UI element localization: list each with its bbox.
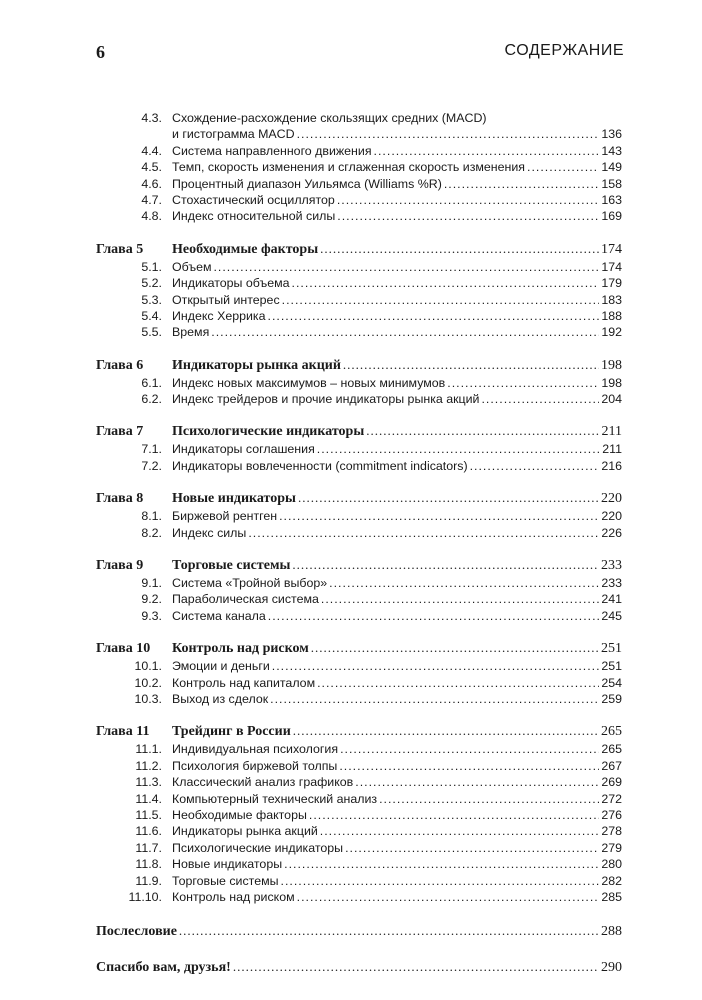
toc-chapter[interactable] xyxy=(96,488,622,508)
chapter-title: Послесловие xyxy=(96,924,177,940)
toc-entry[interactable] xyxy=(96,791,622,807)
entry-page: 149 xyxy=(601,160,622,175)
entry-page: 183 xyxy=(601,292,622,307)
toc-entry[interactable] xyxy=(96,143,622,159)
entry-number: 5.2. xyxy=(141,276,162,291)
dot-leader xyxy=(337,208,599,224)
dot-leader xyxy=(366,421,599,441)
entry-title: Система канала xyxy=(172,608,266,623)
entry-page: 245 xyxy=(601,608,622,623)
entry-title: Индикаторы вовлеченности (commitment indicators) xyxy=(172,458,468,473)
toc-entry[interactable] xyxy=(96,508,622,524)
entry-title: Индекс трейдеров и прочие индикаторы рынка акций xyxy=(172,392,480,407)
dot-leader xyxy=(447,375,599,391)
entry-title: Открытый интерес xyxy=(172,292,280,307)
chapter-page: 251 xyxy=(601,641,622,657)
entry-number: 9.1. xyxy=(141,576,162,591)
entry-title: Индекс силы xyxy=(172,525,247,540)
dot-leader xyxy=(284,856,599,872)
chapter-label: Глава 8 xyxy=(96,491,144,507)
end-section xyxy=(96,921,622,977)
entry-page: 226 xyxy=(601,525,622,540)
entry-page: 254 xyxy=(601,675,622,690)
entry-number: 4.8. xyxy=(141,209,162,224)
chapter-page: 220 xyxy=(601,491,622,507)
entry-title: Компьютерный технический анализ xyxy=(172,791,378,806)
dot-leader xyxy=(270,691,599,707)
entry-number: 11.8. xyxy=(135,857,162,872)
chapter-label: Глава 11 xyxy=(96,724,150,740)
entry-number: 10.1. xyxy=(134,659,162,674)
dot-leader xyxy=(279,508,599,524)
dot-leader xyxy=(343,355,599,375)
dot-leader xyxy=(292,275,600,291)
entry-page: 169 xyxy=(601,209,622,224)
pre-section xyxy=(96,110,622,225)
entry-number: 11.7. xyxy=(135,840,162,855)
entry-page: 179 xyxy=(601,276,622,291)
dot-leader xyxy=(268,308,600,324)
toc-entry[interactable] xyxy=(96,292,622,308)
dot-leader xyxy=(309,807,599,823)
entry-number: 11.6. xyxy=(135,824,162,839)
chapters-list xyxy=(96,239,622,906)
entry-title: Индикаторы соглашения xyxy=(172,442,315,457)
entry-title: Контроль над капиталом xyxy=(172,675,316,690)
toc-entry[interactable] xyxy=(96,591,622,607)
entry-number: 4.7. xyxy=(141,192,162,207)
entry-title: Торговые системы xyxy=(172,873,279,888)
entry-number: 11.4. xyxy=(135,791,162,806)
entry-title: Система направленного движения xyxy=(172,143,372,158)
entry-page: 251 xyxy=(601,659,622,674)
entry-number: 5.1. xyxy=(141,259,162,274)
entry-number: 10.3. xyxy=(134,691,162,706)
chapter-page: 265 xyxy=(601,724,622,740)
entry-page: 198 xyxy=(601,375,622,390)
toc-entry[interactable] xyxy=(96,275,622,291)
toc-chapter[interactable] xyxy=(96,239,622,259)
entry-page: 280 xyxy=(601,857,622,872)
entry-number: 7.1. xyxy=(141,442,162,457)
toc-entry[interactable] xyxy=(96,458,622,474)
entry-page: 267 xyxy=(601,758,622,773)
chapter-title: Контроль над риском xyxy=(172,641,309,657)
page-header xyxy=(96,42,624,72)
entry-page: 279 xyxy=(601,840,622,855)
entry-page: 211 xyxy=(602,442,622,457)
chapter-block xyxy=(96,239,622,341)
chapter-page: 233 xyxy=(601,558,622,574)
entry-title: Параболическая система xyxy=(172,592,319,607)
toc-entry[interactable] xyxy=(96,658,622,674)
toc-entry[interactable] xyxy=(96,691,622,707)
toc-entry[interactable] xyxy=(96,525,622,541)
chapter-page: 211 xyxy=(601,424,622,440)
dot-leader xyxy=(292,555,599,575)
entry-number: 4.3. xyxy=(141,111,162,125)
entry-page: 272 xyxy=(601,791,622,806)
toc-chapter[interactable] xyxy=(96,355,622,375)
toc-entry-continuation[interactable] xyxy=(96,126,622,142)
entry-page: 192 xyxy=(601,325,622,340)
chapter-block xyxy=(96,421,622,474)
toc-entry[interactable] xyxy=(96,840,622,856)
table-of-contents xyxy=(96,110,622,977)
toc-entry[interactable] xyxy=(96,889,622,905)
dot-leader xyxy=(317,441,600,457)
dot-leader xyxy=(374,143,600,159)
entry-title: Индекс относительной силы xyxy=(172,209,336,224)
page-number: 6 xyxy=(96,42,105,62)
entry-title: Стохастический осциллятор xyxy=(172,192,335,207)
entry-title: Контроль над риском xyxy=(172,889,295,904)
chapter-title: Трейдинг в России xyxy=(172,724,291,740)
entry-number: 8.1. xyxy=(141,509,162,524)
entry-number: 6.1. xyxy=(141,375,162,390)
toc-entry[interactable] xyxy=(96,176,622,192)
dot-leader xyxy=(321,591,599,607)
chapter-page: 290 xyxy=(601,960,622,976)
dot-leader xyxy=(527,159,599,175)
dot-leader xyxy=(320,823,600,839)
entry-page: 265 xyxy=(601,742,622,757)
entry-page: 174 xyxy=(601,259,622,274)
dot-leader xyxy=(481,391,599,407)
entry-title: Схождение-расхождение скользящих средних (MACD) xyxy=(172,111,487,125)
entry-page: 233 xyxy=(601,576,622,591)
dot-leader xyxy=(345,840,599,856)
entry-title: Индивидуальная психология xyxy=(172,742,339,757)
chapter-block xyxy=(96,488,622,541)
toc-entry[interactable] xyxy=(96,758,622,774)
toc-chapter[interactable] xyxy=(96,421,622,441)
entry-number: 11.1. xyxy=(135,742,162,757)
entry-number: 11.10. xyxy=(128,889,162,904)
entry-page: 143 xyxy=(601,143,622,158)
dot-leader xyxy=(311,638,599,658)
dot-leader xyxy=(248,525,599,541)
entry-title: Классический анализ графиков xyxy=(172,775,354,790)
toc-entry[interactable] xyxy=(96,807,622,823)
toc-entry[interactable] xyxy=(96,675,622,691)
toc-entry[interactable] xyxy=(96,823,622,839)
dot-leader xyxy=(233,957,599,977)
running-head: СОДЕРЖАНИЕ xyxy=(504,42,624,59)
dot-leader xyxy=(320,239,599,259)
toc-entry[interactable] xyxy=(96,308,622,324)
dot-leader xyxy=(293,721,599,741)
dot-leader xyxy=(444,176,599,192)
toc-entry[interactable] xyxy=(96,774,622,790)
dot-leader xyxy=(298,488,599,508)
entry-title: Психология биржевой толпы xyxy=(172,758,338,773)
dot-leader xyxy=(272,658,600,674)
entry-title-continuation: и гистограмма MACD xyxy=(172,127,295,142)
entry-page: 278 xyxy=(601,824,622,839)
chapter-label: Глава 7 xyxy=(96,424,144,440)
toc-chapter-afterword[interactable] xyxy=(96,921,622,941)
chapter-title: Торговые системы xyxy=(172,558,291,574)
entry-title: Индекс новых максимумов – новых минимумов xyxy=(172,375,446,390)
toc-entry[interactable] xyxy=(96,159,622,175)
toc-chapter-thanks[interactable] xyxy=(96,957,622,977)
toc-entry[interactable] xyxy=(96,856,622,872)
entry-page: 158 xyxy=(601,176,622,191)
chapter-label: Глава 9 xyxy=(96,558,144,574)
entry-title: Эмоции и деньги xyxy=(172,659,270,674)
chapter-label: Глава 10 xyxy=(96,641,151,657)
entry-page: 282 xyxy=(601,873,622,888)
entry-number: 5.5. xyxy=(141,325,162,340)
dot-leader xyxy=(282,292,600,308)
toc-entry[interactable] xyxy=(96,575,622,591)
entry-number: 5.3. xyxy=(141,292,162,307)
entry-title: Процентный диапазон Уильямса (Williams %R) xyxy=(172,176,442,191)
entry-page: 285 xyxy=(601,889,622,904)
dot-leader xyxy=(470,458,600,474)
toc-chapter[interactable] xyxy=(96,638,622,658)
entry-title: Темп, скорость изменения и сглаженная скорость изменения xyxy=(172,160,525,175)
dot-leader xyxy=(337,192,599,208)
toc-entry[interactable] xyxy=(96,324,622,340)
toc-entry[interactable] xyxy=(96,873,622,889)
entry-number: 11.9. xyxy=(135,873,162,888)
entry-title: Индикаторы объема xyxy=(172,276,290,291)
entry-title: Психологические индикаторы xyxy=(172,840,344,855)
entry-page: 204 xyxy=(601,392,622,407)
toc-entry[interactable] xyxy=(96,259,622,275)
entry-title: Выход из сделок xyxy=(172,691,269,706)
dot-leader xyxy=(355,774,599,790)
chapter-title: Индикаторы рынка акций xyxy=(172,357,341,373)
entry-number: 10.2. xyxy=(134,675,162,690)
dot-leader xyxy=(179,921,599,941)
entry-title: Биржевой рентген xyxy=(172,509,278,524)
entry-number: 7.2. xyxy=(141,458,162,473)
entry-number: 9.2. xyxy=(141,592,162,607)
dot-leader xyxy=(268,608,600,624)
dot-leader xyxy=(211,324,599,340)
toc-entry[interactable] xyxy=(96,208,622,224)
toc-entry[interactable] xyxy=(96,441,622,457)
entry-number: 6.2. xyxy=(141,392,162,407)
chapter-block xyxy=(96,555,622,624)
dot-leader xyxy=(340,741,599,757)
chapter-block xyxy=(96,638,622,707)
dot-leader xyxy=(339,758,599,774)
dot-leader xyxy=(213,259,599,275)
entry-number: 4.6. xyxy=(141,176,162,191)
dot-leader xyxy=(317,675,599,691)
entry-page: 220 xyxy=(601,509,622,524)
entry-number: 5.4. xyxy=(141,308,162,323)
chapter-block xyxy=(96,355,622,408)
dot-leader xyxy=(297,126,600,142)
chapter-block xyxy=(96,721,622,905)
toc-entry[interactable] xyxy=(96,608,622,624)
entry-page: 163 xyxy=(601,192,622,207)
chapter-page: 288 xyxy=(601,924,622,940)
dot-leader xyxy=(379,791,599,807)
entry-page: 188 xyxy=(601,308,622,323)
entry-number: 11.3. xyxy=(135,775,162,790)
chapter-title: Спасибо вам, друзья! xyxy=(96,960,231,976)
dot-leader xyxy=(297,889,600,905)
toc-entry[interactable] xyxy=(96,192,622,208)
dot-leader xyxy=(329,575,599,591)
toc-entry[interactable] xyxy=(96,375,622,391)
entry-title: Система «Тройной выбор» xyxy=(172,576,328,591)
entry-title: Новые индикаторы xyxy=(172,857,283,872)
toc-entry[interactable] xyxy=(96,741,622,757)
chapter-page: 174 xyxy=(601,241,622,257)
chapter-title: Психологические индикаторы xyxy=(172,424,365,440)
toc-entry[interactable] xyxy=(96,110,622,126)
entry-number: 9.3. xyxy=(141,608,162,623)
entry-number: 8.2. xyxy=(141,525,162,540)
entry-page: 269 xyxy=(601,775,622,790)
entry-page: 241 xyxy=(601,592,622,607)
chapter-label: Глава 6 xyxy=(96,357,144,373)
entry-page: 259 xyxy=(601,691,622,706)
entry-title: Индикаторы рынка акций xyxy=(172,824,318,839)
entry-page: 216 xyxy=(601,458,622,473)
entry-page: 276 xyxy=(601,807,622,822)
chapter-page: 198 xyxy=(601,357,622,373)
entry-number: 11.5. xyxy=(135,807,162,822)
dot-leader xyxy=(281,873,600,889)
entry-title: Необходимые факторы xyxy=(172,807,307,822)
entry-title: Время xyxy=(172,325,210,340)
entry-number: 11.2. xyxy=(135,758,162,773)
entry-number: 4.5. xyxy=(141,160,162,175)
toc-chapter[interactable] xyxy=(96,721,622,741)
toc-entry[interactable] xyxy=(96,391,622,407)
chapter-title: Необходимые факторы xyxy=(172,241,319,257)
chapter-label: Глава 5 xyxy=(96,241,144,257)
entry-title: Индекс Херрика xyxy=(172,308,266,323)
entry-number: 4.4. xyxy=(141,143,162,158)
entry-title: Объем xyxy=(172,259,212,274)
entry-page: 136 xyxy=(601,127,622,142)
chapter-title: Новые индикаторы xyxy=(172,491,296,507)
toc-chapter[interactable] xyxy=(96,555,622,575)
